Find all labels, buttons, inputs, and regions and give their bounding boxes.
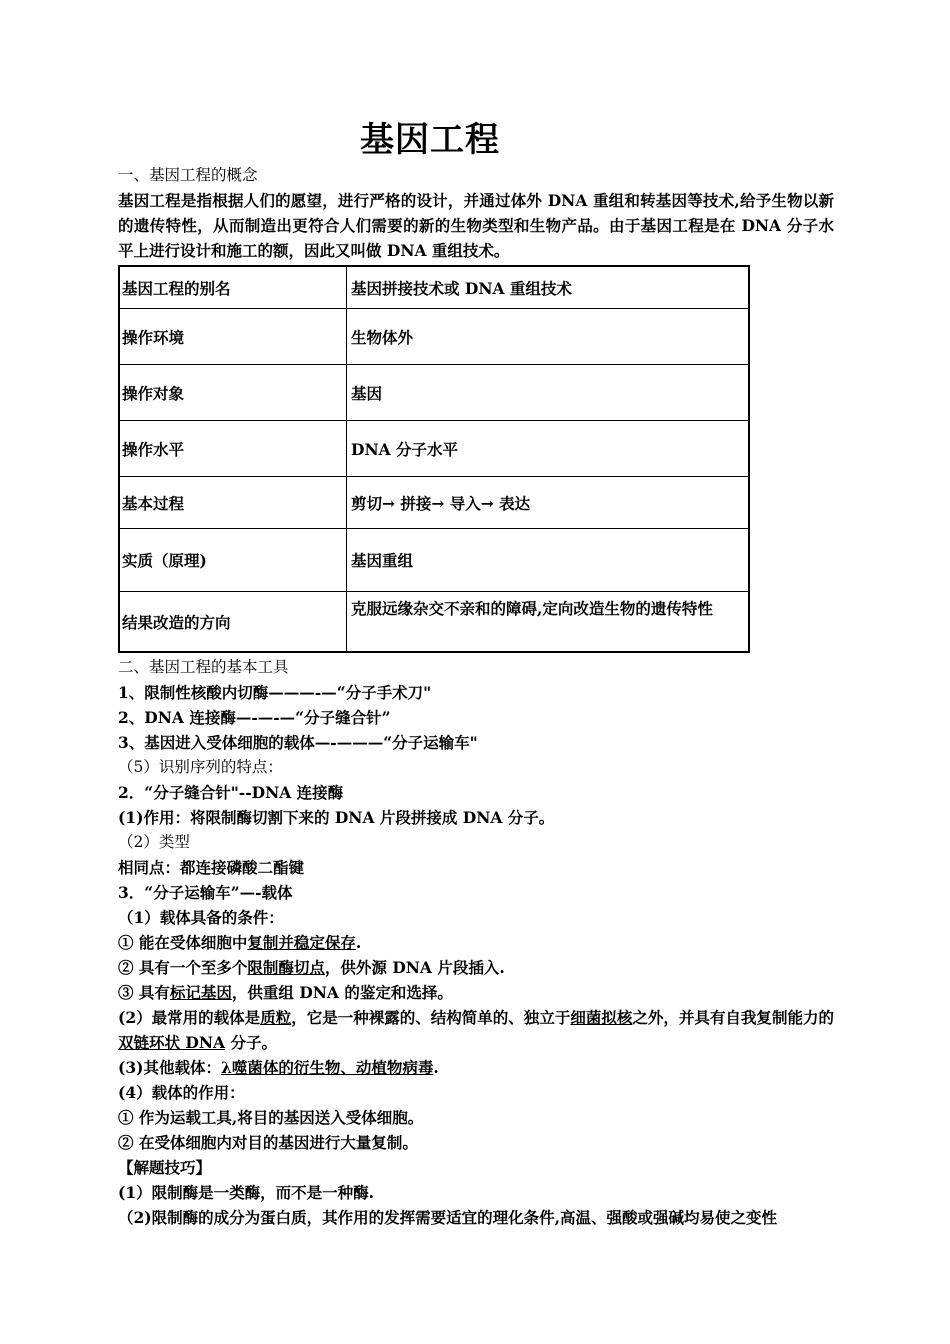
vector-heading: 3．“分子运输车”—-载体 (118, 883, 293, 902)
vector-condition-1: ① 能在受体细胞中复制并稳定保存. (118, 933, 362, 952)
table-row (119, 592, 749, 653)
table-row (119, 365, 749, 421)
vector-role-heading: (4）载体的作用： (118, 1083, 245, 1102)
table-value-cell: 基因 (347, 365, 750, 421)
vector-role-2: ② 在受体细胞内对目的基因进行大量复制。 (118, 1133, 418, 1152)
ligase-types: （2）类型 (118, 833, 190, 851)
summary-table (118, 265, 750, 653)
ligase-common-point: 相同点：都连接磷酸二酯键 (118, 858, 305, 877)
table-label-cell: 基本过程 (119, 477, 347, 529)
table-value-cell: 剪切→ 拼接→ 导入→ 表达 (347, 477, 750, 529)
section-heading-concept: 一、基因工程的概念 (118, 166, 258, 184)
ligase-function: (1)作用：将限制酶切割下来的 DNA 片段拼接成 DNA 分子。 (118, 808, 555, 827)
table-label-cell: 实质（原理) (119, 529, 347, 592)
ligase-heading: 2．“分子缝合针"--DNA 连接酶 (118, 783, 344, 802)
table-label-cell: 操作对象 (119, 365, 347, 421)
page-title: 基因工程 (360, 120, 500, 160)
vector-condition-3: ③ 具有标记基因，供重组 DNA 的鉴定和选择。 (118, 983, 453, 1002)
tool-item-ligase: 2、DNA 连接酶—-—-—“分子缝合针” (118, 708, 391, 727)
table-row (119, 266, 749, 309)
vector-condition-2: ② 具有一个至多个限制酶切点，供外源 DNA 片段插入. (118, 958, 505, 977)
common-vector-paragraph: (2）最常用的载体是质粒，它是一种裸露的、结构简单的、独立于细菌拟核之外，并具有自我复制能力的双链环状 DNA 分子。 (118, 1008, 834, 1052)
tip-1: (1）限制酶是一类酶，而不是一种酶. (118, 1183, 375, 1202)
table-label-cell: 操作水平 (119, 421, 347, 477)
table-label-cell: 基因工程的别名 (119, 266, 347, 309)
table-label-cell: 操作环境 (119, 309, 347, 365)
vector-conditions-heading: （1）载体具备的条件： (118, 908, 284, 927)
tips-heading: 【解题技巧】 (118, 1158, 212, 1177)
table-row (119, 529, 749, 592)
tool-item-restriction-enzyme: 1、限制性核酸内切酶———-—“分子手术刀" (118, 683, 432, 702)
tip-2: （2)限制酶的成分为蛋白质，其作用的发挥需要适宜的理化条件,高温、强酸或强碱均易使之变性 (118, 1208, 778, 1227)
table-value-cell: 基因拼接技术或 DNA 重组技术 (347, 266, 750, 309)
table-row (119, 477, 749, 529)
table-value-cell: 基因重组 (347, 529, 750, 592)
tool-item-vector: 3、基因进入受体细胞的载体—-———“分子运输车" (118, 733, 478, 752)
other-vectors: (3)其他载体：λ噬菌体的衍生物、动植物病毒. (118, 1058, 439, 1077)
vector-role-1: ① 作为运载工具,将目的基因送入受体细胞。 (118, 1108, 424, 1127)
table-row (119, 421, 749, 477)
recognition-sequence-heading: （5）识别序列的特点： (118, 758, 283, 776)
section-heading-tools: 二、基因工程的基本工具 (118, 658, 289, 676)
concept-paragraph: 基因工程是指根据人们的愿望，进行严格的设计，并通过体外 DNA 重组和转基因等技术,给予生物以新的遗传特性，从而制造出更符合人们需要的新的生物类型和生物产品。由于基因工程是在 DNA 分子水平上进行设计和施工的额，因此又叫做 DNA 重组技术。 (118, 191, 834, 260)
table-label-cell: 结果改造的方向 (119, 592, 347, 653)
table-row (119, 309, 749, 365)
table-value-cell: DNA 分子水平 (347, 421, 750, 477)
document-body (118, 163, 834, 1230)
table-value-cell: 克服远缘杂交不亲和的障碍,定向改造生物的遗传特性 (347, 592, 750, 653)
table-value-cell: 生物体外 (347, 309, 750, 365)
